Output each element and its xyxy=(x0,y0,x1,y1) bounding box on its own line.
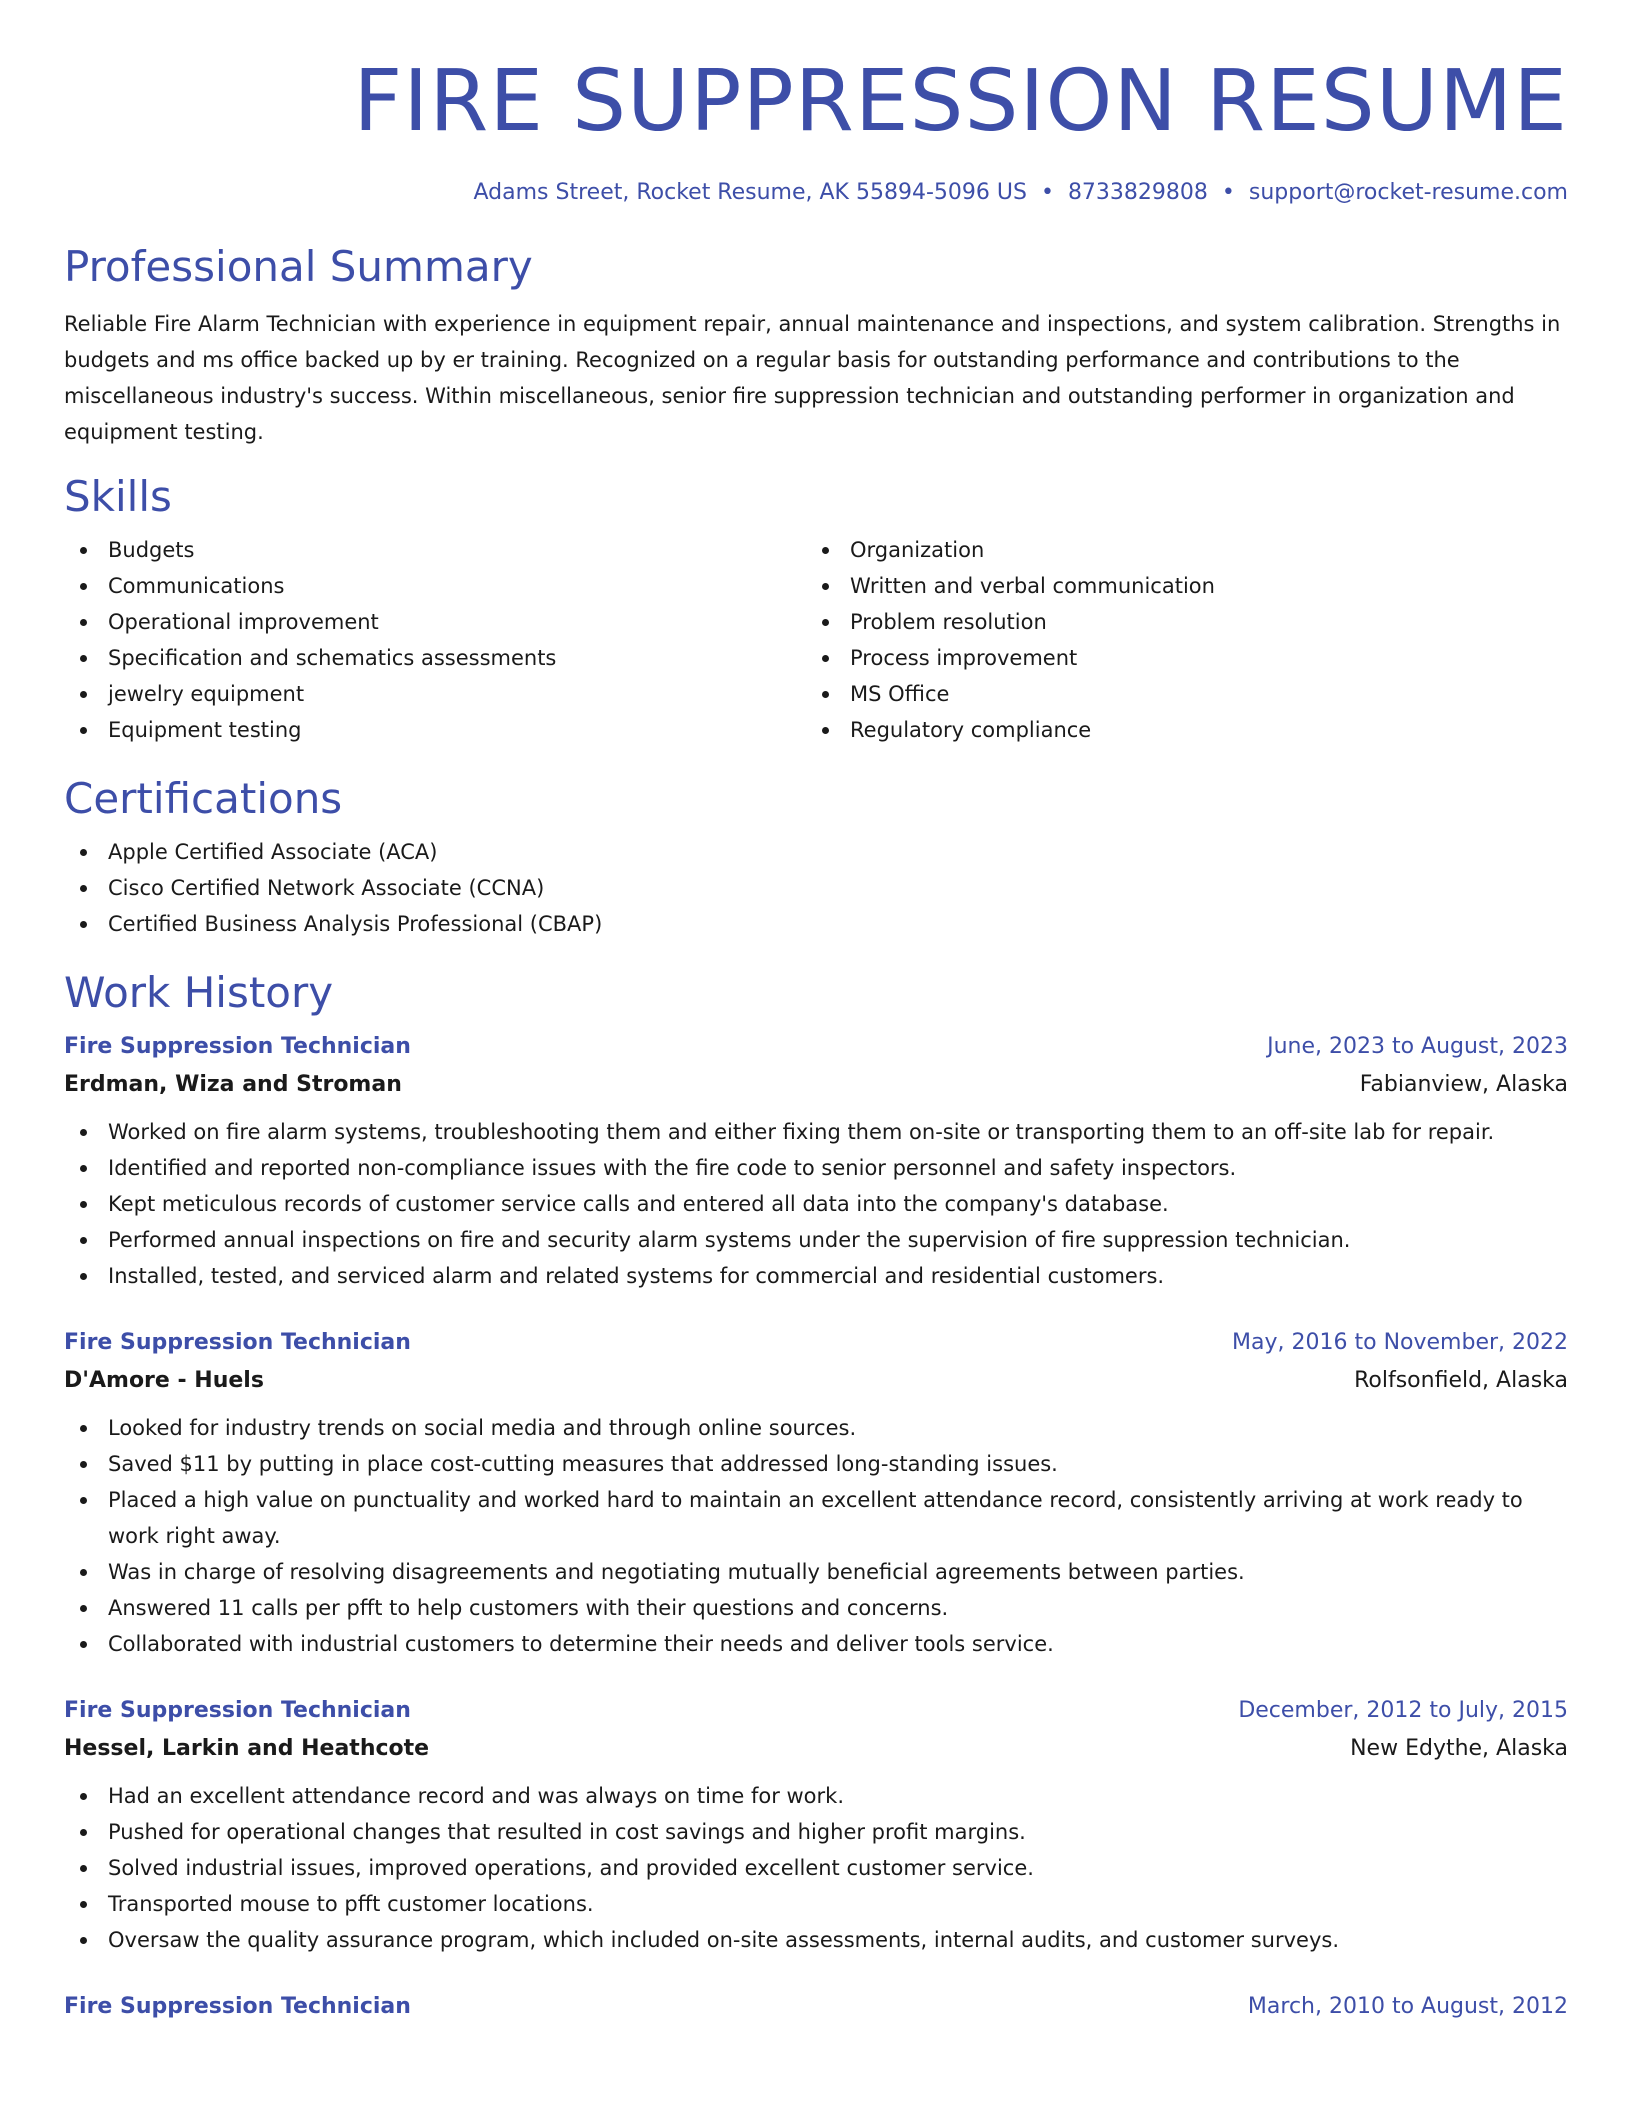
skill-item: Communications xyxy=(108,568,806,604)
job-duty: Identified and reported non-compliance issues with the fire code to senior personnel and safety inspectors. xyxy=(108,1150,1568,1186)
job-duty: Kept meticulous records of customer service calls and entered all data into the company's database. xyxy=(108,1186,1568,1222)
contact-line xyxy=(64,178,1568,208)
job-duties xyxy=(64,1410,1568,1662)
job-dates: March, 2010 to August, 2012 xyxy=(1247,1994,1568,2019)
skill-item: MS Office xyxy=(850,676,1548,712)
skill-item: Specification and schematics assessments xyxy=(108,640,806,676)
skills-column-left xyxy=(64,532,806,748)
skills-column-right xyxy=(806,532,1548,748)
work-history-heading: Work History xyxy=(64,968,334,1017)
job-duties xyxy=(64,1778,1568,1958)
certifications-heading: Certifications xyxy=(64,774,343,823)
skill-item: Budgets xyxy=(108,532,806,568)
job-location: Fabianview, Alaska xyxy=(1359,1072,1568,1097)
skill-item: Problem resolution xyxy=(850,604,1548,640)
job-duty: Had an excellent attendance record and was always on time for work. xyxy=(108,1778,1568,1814)
skills-heading: Skills xyxy=(64,472,172,521)
resume-page xyxy=(64,0,1568,2112)
contact-email: support@rocket-resume.com xyxy=(1248,180,1568,205)
skills-list xyxy=(64,532,1568,748)
skill-item: Regulatory compliance xyxy=(850,712,1548,748)
summary-heading: Professional Summary xyxy=(64,242,533,291)
skill-item: jewelry equipment xyxy=(108,676,806,712)
job-entry xyxy=(64,1328,1568,1662)
summary-text: Reliable Fire Alarm Technician with experience in equipment repair, annual maintenance and inspections, and system calibration. Strengths in budgets and ms office backed up by er training. Recognized on a regular basis for outstanding performance and contributions to the miscellaneous industry's success. Within miscellaneous, senior fire suppression technician and outstanding performer in organization and equipment testing. xyxy=(64,312,1561,444)
job-duty: Performed annual inspections on fire and security alarm systems under the supervision of fire suppression technician. xyxy=(108,1222,1568,1258)
job-entry xyxy=(64,1696,1568,1958)
contact-address: Adams Street, Rocket Resume, AK 55894-5096 US xyxy=(473,180,1027,205)
certification-item: Apple Certified Associate (ACA) xyxy=(108,834,1568,870)
job-duty: Transported mouse to pfft customer locations. xyxy=(108,1886,1568,1922)
job-company: Hessel, Larkin and Heathcote xyxy=(64,1736,430,1761)
contact-phone: 8733829808 xyxy=(1067,180,1208,205)
job-title: Fire Suppression Technician xyxy=(64,1330,411,1355)
job-title: Fire Suppression Technician xyxy=(64,1698,411,1723)
job-duties xyxy=(64,1114,1568,1294)
job-entry xyxy=(64,1992,1568,2022)
skill-item: Operational improvement xyxy=(108,604,806,640)
job-duty: Saved $11 by putting in place cost-cutting measures that addressed long-standing issues. xyxy=(108,1446,1568,1482)
job-duty: Looked for industry trends on social media and through online sources. xyxy=(108,1410,1568,1446)
skill-item: Organization xyxy=(850,532,1548,568)
job-duty: Pushed for operational changes that resulted in cost savings and higher profit margins. xyxy=(108,1814,1568,1850)
job-duty: Oversaw the quality assurance program, which included on-site assessments, internal audits, and customer surveys. xyxy=(108,1922,1568,1958)
contact-separator: • xyxy=(1221,180,1235,205)
skill-item: Equipment testing xyxy=(108,712,806,748)
contact-separator: • xyxy=(1040,180,1054,205)
skill-item: Written and verbal communication xyxy=(850,568,1548,604)
skill-item: Process improvement xyxy=(850,640,1548,676)
job-duty: Collaborated with industrial customers to determine their needs and deliver tools service. xyxy=(108,1626,1568,1662)
job-duty: Solved industrial issues, improved operations, and provided excellent customer service. xyxy=(108,1850,1568,1886)
certification-item: Cisco Certified Network Associate (CCNA) xyxy=(108,870,1568,906)
job-location: New Edythe, Alaska xyxy=(1350,1736,1568,1761)
job-duty: Worked on fire alarm systems, troubleshooting them and either fixing them on-site or transporting them to an off-site lab for repair. xyxy=(108,1114,1568,1150)
job-title: Fire Suppression Technician xyxy=(64,1994,411,2019)
job-entry xyxy=(64,1032,1568,1294)
certification-item: Certified Business Analysis Professional (CBAP) xyxy=(108,906,1568,942)
job-dates: May, 2016 to November, 2022 xyxy=(1232,1330,1568,1355)
job-dates: December, 2012 to July, 2015 xyxy=(1238,1698,1568,1723)
certifications-list xyxy=(64,834,1568,942)
job-duty: Was in charge of resolving disagreements and negotiating mutually beneficial agreements between parties. xyxy=(108,1554,1568,1590)
job-title: Fire Suppression Technician xyxy=(64,1034,411,1059)
job-dates: June, 2023 to August, 2023 xyxy=(1267,1034,1568,1059)
job-duty: Installed, tested, and serviced alarm and related systems for commercial and residential customers. xyxy=(108,1258,1568,1294)
job-duty: Placed a high value on punctuality and worked hard to maintain an excellent attendance record, consistently arriving at work ready to work right away. xyxy=(108,1482,1568,1554)
job-duty: Answered 11 calls per pfft to help customers with their questions and concerns. xyxy=(108,1590,1568,1626)
job-company: D'Amore - Huels xyxy=(64,1368,264,1393)
resume-title: FIRE SUPPRESSION RESUME xyxy=(353,52,1568,151)
job-company: Erdman, Wiza and Stroman xyxy=(64,1072,402,1097)
job-location: Rolfsonfield, Alaska xyxy=(1354,1368,1568,1393)
